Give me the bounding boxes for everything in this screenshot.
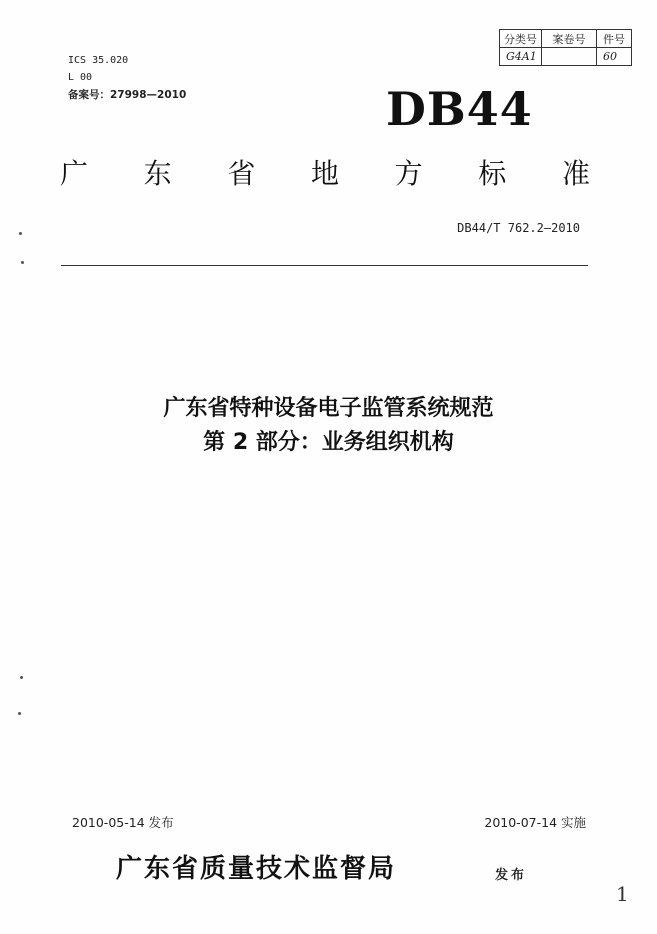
scan-speck (19, 232, 22, 235)
standard-name-char: 地 (310, 157, 339, 190)
stamp-value-item: 60 (597, 48, 632, 66)
scan-speck (20, 676, 23, 679)
stamp-header-item: 件号 (597, 30, 632, 48)
ccs-code: L 00 (68, 72, 93, 83)
standard-name-char: 准 (561, 157, 590, 190)
document-title-line1: 广东省特种设备电子监管系统规范 (163, 396, 494, 421)
document-title-line2: 第 2 部分：业务组织机构 (203, 430, 454, 455)
archive-stamp (499, 29, 632, 66)
scan-speck (18, 712, 21, 715)
standard-name-char: 方 (394, 157, 423, 190)
filing-number: 备案号：27998—2010 (68, 89, 187, 101)
db44-logo: DB44 (386, 82, 533, 136)
stamp-value-category: G4A1 (500, 48, 542, 66)
issued-label: 发布 (495, 868, 528, 883)
standard-category-heading (60, 157, 590, 190)
standard-number: DB44/T 762.2—2010 (457, 221, 580, 235)
page-number: 1 (616, 882, 629, 906)
standard-name-char: 东 (143, 157, 172, 190)
ics-code: ICS 35.020 (68, 55, 129, 66)
issue-date: 2010-05-14 发布 (72, 815, 174, 830)
stamp-header-volume: 案卷号 (542, 30, 597, 48)
standard-name-char: 广 (60, 157, 89, 190)
scan-speck (21, 261, 24, 264)
header-divider (61, 265, 588, 266)
standard-name-char: 省 (227, 157, 256, 190)
stamp-value-volume (542, 48, 597, 66)
stamp-value-row (500, 48, 632, 66)
stamp-header-category: 分类号 (500, 30, 542, 48)
implementation-date: 2010-07-14 实施 (484, 815, 586, 830)
stamp-header-row (500, 30, 632, 48)
issuing-authority: 广东省质量技术监督局 (116, 854, 397, 884)
standard-name-char: 标 (478, 157, 507, 190)
